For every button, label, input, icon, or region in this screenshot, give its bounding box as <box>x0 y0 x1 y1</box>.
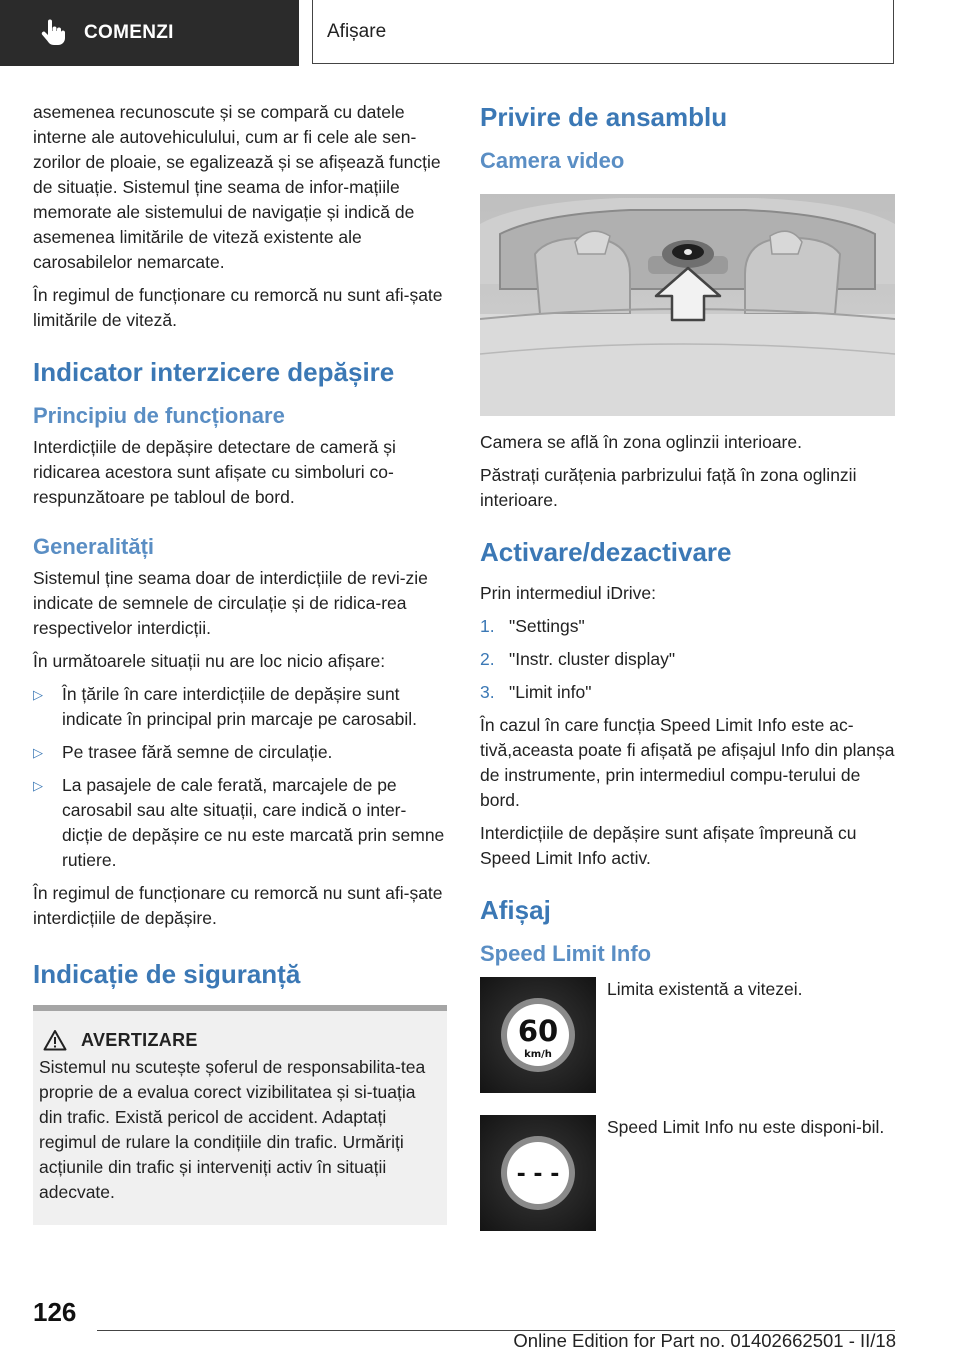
paragraph: asemenea recunoscute și se compară cu datele interne ale autovehiculului, cum ar fi cele ale sen-zorilor de ploaie, se egalizează și se afișează funcție de situație. Sistemul ține seama de infor-mațiile memorate ale sistemului de navigație și indică de asemenea limitările de viteză existente ale carosabilelor nemarcate. <box>33 102 441 272</box>
warning-text: Sistemul nu scutește șoferul de responsabilita-tea proprie de a evalua corect vizibilitatea și si-tuația din trafic. Există pericol de accident. Adaptați regimul de rulare la condițiile din trafic. Urmăriți acțiunile din trafic și interveniți activ în situații adecvate. <box>39 1057 426 1202</box>
header-section-label: COMENZI <box>84 22 174 43</box>
heading-speed-limit: Speed Limit Info <box>480 941 652 966</box>
speed-limit-sign-icon <box>480 977 596 1093</box>
list-item: ▷ În țările în care interdicțiile de depășire sunt indicate în principal prin marcaje pe carosabil. <box>33 684 418 729</box>
hand-pointer-icon <box>38 18 68 48</box>
page-number: 126 <box>33 1297 77 1327</box>
paragraph: În regimul de funcționare cu remorcă nu sunt afi-șate interdicțiile de depășire. <box>33 883 443 928</box>
heading-privire: Privire de ansamblu <box>480 102 728 132</box>
triangle-bullet-icon: ▷ <box>33 778 43 793</box>
speed-limit-row <box>480 977 895 1093</box>
right-column <box>480 100 895 1253</box>
paragraph: În următoarele situații nu are loc nicio afișare: <box>33 651 386 671</box>
heading-siguranta: Indicație de siguranță <box>33 959 301 989</box>
heading-indicator: Indicator interzicere depășire <box>33 357 395 387</box>
heading-generalitati: Generalități <box>33 534 155 559</box>
paragraph: Sistemul ține seama doar de interdicțiile de revi-zie indicate de semnele de circulație și de ridica-rea respectivelor interdicții. <box>33 568 428 638</box>
triangle-bullet-icon: ▷ <box>33 745 43 760</box>
bullet-list <box>33 682 447 873</box>
left-column <box>33 100 447 1225</box>
sign-description: Speed Limit Info nu este disponi-bil. <box>607 1117 885 1137</box>
paragraph: În cazul în care funcția Speed Limit Info este ac-tivă,aceasta poate fi afișată pe afișajul Info din planșa de instrumente, prin intermediul compu-terului de bord. <box>480 715 895 810</box>
triangle-bullet-icon: ▷ <box>33 687 43 702</box>
list-item: 2. "Instr. cluster display" <box>480 649 676 669</box>
paragraph: Interdicțiile de depășire sunt afișate împreună cu Speed Limit Info activ. <box>480 823 857 868</box>
dashes-text: - - - <box>516 1162 560 1187</box>
heading-afisaj: Afișaj <box>480 895 551 925</box>
heading-activare: Activare/dezactivare <box>480 537 732 567</box>
paragraph: Păstrați curățenia parbrizului față în zona oglinzii interioare. <box>480 465 857 510</box>
header-section-tab <box>0 0 299 66</box>
list-item: 1. "Settings" <box>480 616 585 636</box>
paragraph: În regimul de funcționare cu remorcă nu sunt afi-șate limitările de viteză. <box>33 285 443 330</box>
heading-principiu: Principiu de funcționare <box>33 403 285 428</box>
warning-box <box>33 1005 447 1225</box>
header-chapter-label: Afișare <box>327 20 387 42</box>
speed-unavailable-sign-icon <box>480 1115 596 1231</box>
paragraph: Camera se află în zona oglinzii interioare. <box>480 432 802 452</box>
speed-unit: km/h <box>524 1049 552 1060</box>
speed-unavailable-row <box>480 1115 895 1231</box>
list-item: ▷ Pe trasee fără semne de circulație. <box>33 740 447 765</box>
list-item: 3. "Limit info" <box>480 682 592 702</box>
footer-edition: Online Edition for Part no. 01402662501 - II/18 <box>513 1330 896 1351</box>
warning-triangle-icon <box>43 1029 67 1051</box>
paragraph: Prin intermediul iDrive: <box>480 583 657 603</box>
header-chapter-box <box>312 0 894 64</box>
sign-description: Limita existentă a vitezei. <box>607 979 803 999</box>
steps-list <box>480 614 895 705</box>
warning-title <box>39 1029 439 1051</box>
heading-camera: Camera video <box>480 148 625 173</box>
speed-value: 60 <box>517 1014 559 1048</box>
list-item: ▷ La pasajele de cale ferată, marcajele de pe carosabil sau alte situații, care indică o inter-dicție de depășire ce nu este marcată prin semne rutiere. <box>33 775 445 870</box>
warning-label: AVERTIZARE <box>81 1029 198 1050</box>
camera-illustration <box>480 194 895 416</box>
paragraph: Interdicțiile de depășire detectare de cameră și ridicarea acestora sunt afișate cu simboluri co-respunzătoare pe tabloul de bord. <box>33 437 396 507</box>
